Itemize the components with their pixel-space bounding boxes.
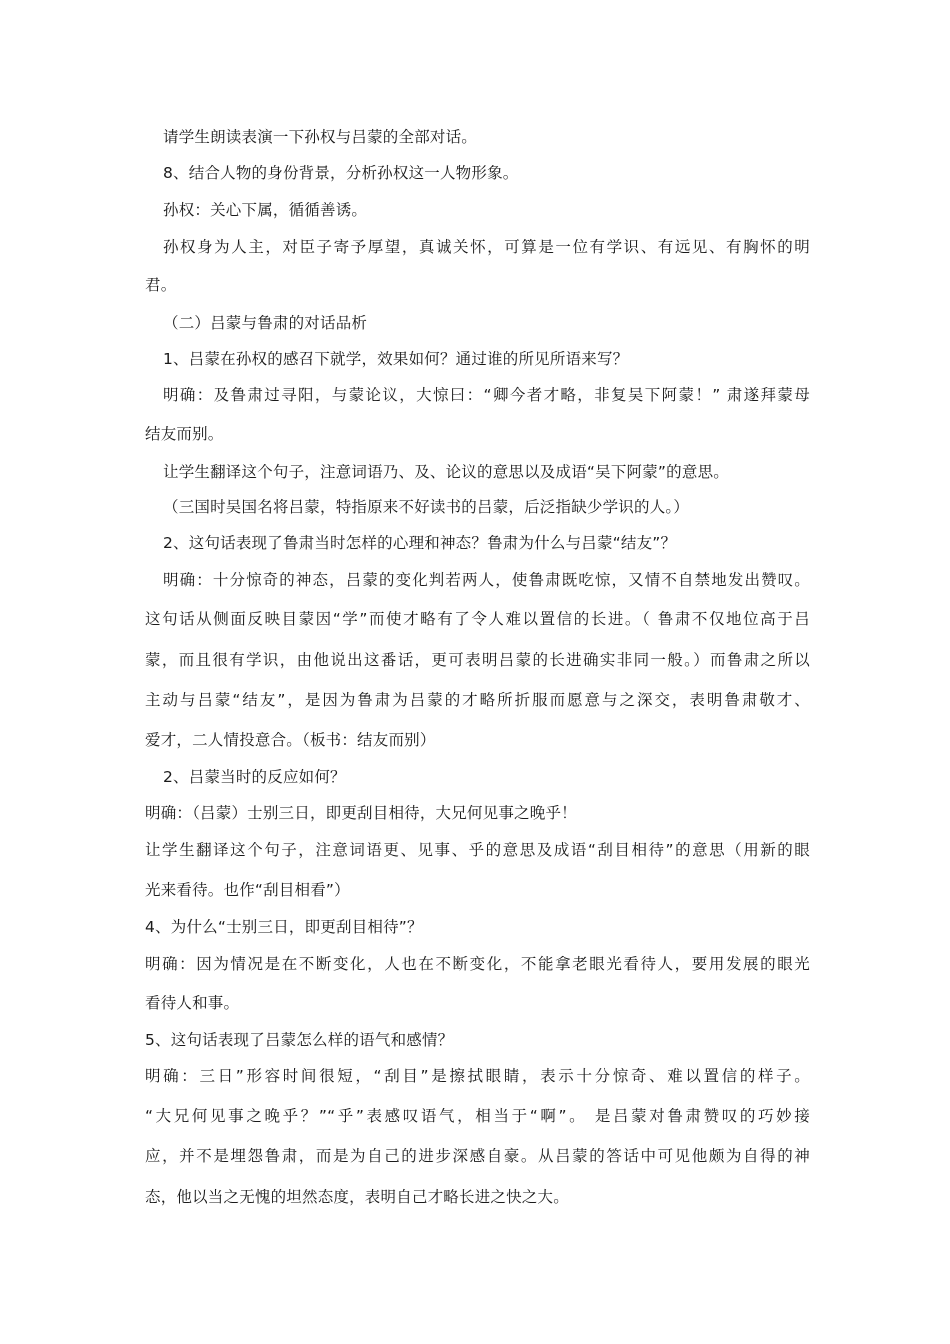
paragraph-line: 主动与吕蒙“结友”，是因为鲁肃为吕蒙的才略所折服而愿意与之深交，表明鲁肃敬才、 bbox=[145, 691, 810, 709]
paragraph-line: 明确：（吕蒙）士别三日，即更刮目相待，大兄何见事之晚乎！ bbox=[145, 804, 577, 822]
paragraph-line: 光来看待。也作“刮目相看”） bbox=[145, 881, 350, 899]
paragraph-line: 爱才，二人情投意合。（板书：结友而别） bbox=[145, 731, 436, 749]
paragraph-line: 明确：因为情况是在不断变化，人也在不断变化，不能拿老眼光看待人，要用发展的眼光 bbox=[145, 955, 810, 973]
paragraph-line: 请学生朗读表演一下孙权与吕蒙的全部对话。 bbox=[163, 128, 478, 146]
paragraph-line: 结友而别。 bbox=[145, 425, 224, 443]
paragraph-line: 看待人和事。 bbox=[145, 994, 240, 1012]
paragraph-line: “大兄何见事之晚乎？”“乎”表感叹语气，相当于“啊”。 是吕蒙对鲁肃赞叹的巧妙接 bbox=[145, 1107, 810, 1125]
paragraph-line: 让学生翻译这个句子，注意词语更、见事、乎的意思及成语“刮目相待”的意思（用新的眼 bbox=[145, 841, 810, 859]
paragraph-line: 明确：及鲁肃过寻阳，与蒙论议，大惊曰：“卿今者才略，非复吴下阿蒙！” 肃遂拜蒙母 bbox=[163, 386, 810, 404]
paragraph-line: 君。 bbox=[145, 276, 177, 294]
question-line: 2、这句话表现了鲁肃当时怎样的心理和神态？鲁肃为什么与吕蒙“结友”？ bbox=[163, 534, 677, 552]
paragraph-line: 蒙，而且很有学识，由他说出这番话，更可表明吕蒙的长进确实非同一般。）而鲁肃之所以 bbox=[145, 651, 810, 669]
paragraph-line: （三国时吴国名将吕蒙，特指原来不好读书的吕蒙，后泛指缺少学识的人。） bbox=[163, 498, 690, 516]
paragraph-line: 这句话从侧面反映目蒙因“学”而使才略有了令人难以置信的长进。（ 鲁肃不仅地位高于吕 bbox=[145, 610, 810, 628]
question-line: 2、吕蒙当时的反应如何？ bbox=[163, 768, 346, 786]
question-line: 5、这句话表现了吕蒙怎么样的语气和感情？ bbox=[145, 1031, 454, 1049]
question-line: 8、结合人物的身份背景，分析孙权这一人物形象。 bbox=[163, 164, 519, 182]
question-line: 1、吕蒙在孙权的感召下就学，效果如何？通过谁的所见所语来写？ bbox=[163, 350, 629, 368]
section-heading: （二）吕蒙与鲁肃的对话品析 bbox=[163, 314, 368, 332]
paragraph-line: 明确：十分惊奇的神态，吕蒙的变化判若两人，使鲁肃既吃惊，又情不自禁地发出赞叹。 bbox=[163, 571, 810, 589]
paragraph-line: 让学生翻译这个句子，注意词语乃、及、论议的意思以及成语“吴下阿蒙”的意思。 bbox=[163, 463, 729, 481]
paragraph-line: 应，并不是埋怨鲁肃，而是为自己的进步深感自豪。从吕蒙的答话中可见他颇为自得的神 bbox=[145, 1147, 810, 1165]
paragraph-line: 孙权：关心下属，循循善诱。 bbox=[163, 201, 368, 219]
paragraph-line: 明确：三日”形容时间很短，“刮目”是擦拭眼睛，表示十分惊奇、难以置信的样子。 bbox=[145, 1067, 810, 1085]
paragraph-line: 孙权身为人主，对臣子寄予厚望，真诚关怀，可算是一位有学识、有远见、有胸怀的明 bbox=[163, 238, 810, 256]
question-line: 4、为什么“士别三日，即更刮目相待”？ bbox=[145, 918, 423, 936]
paragraph-line: 态，他以当之无愧的坦然态度，表明自己才略长进之快之大。 bbox=[145, 1188, 569, 1206]
